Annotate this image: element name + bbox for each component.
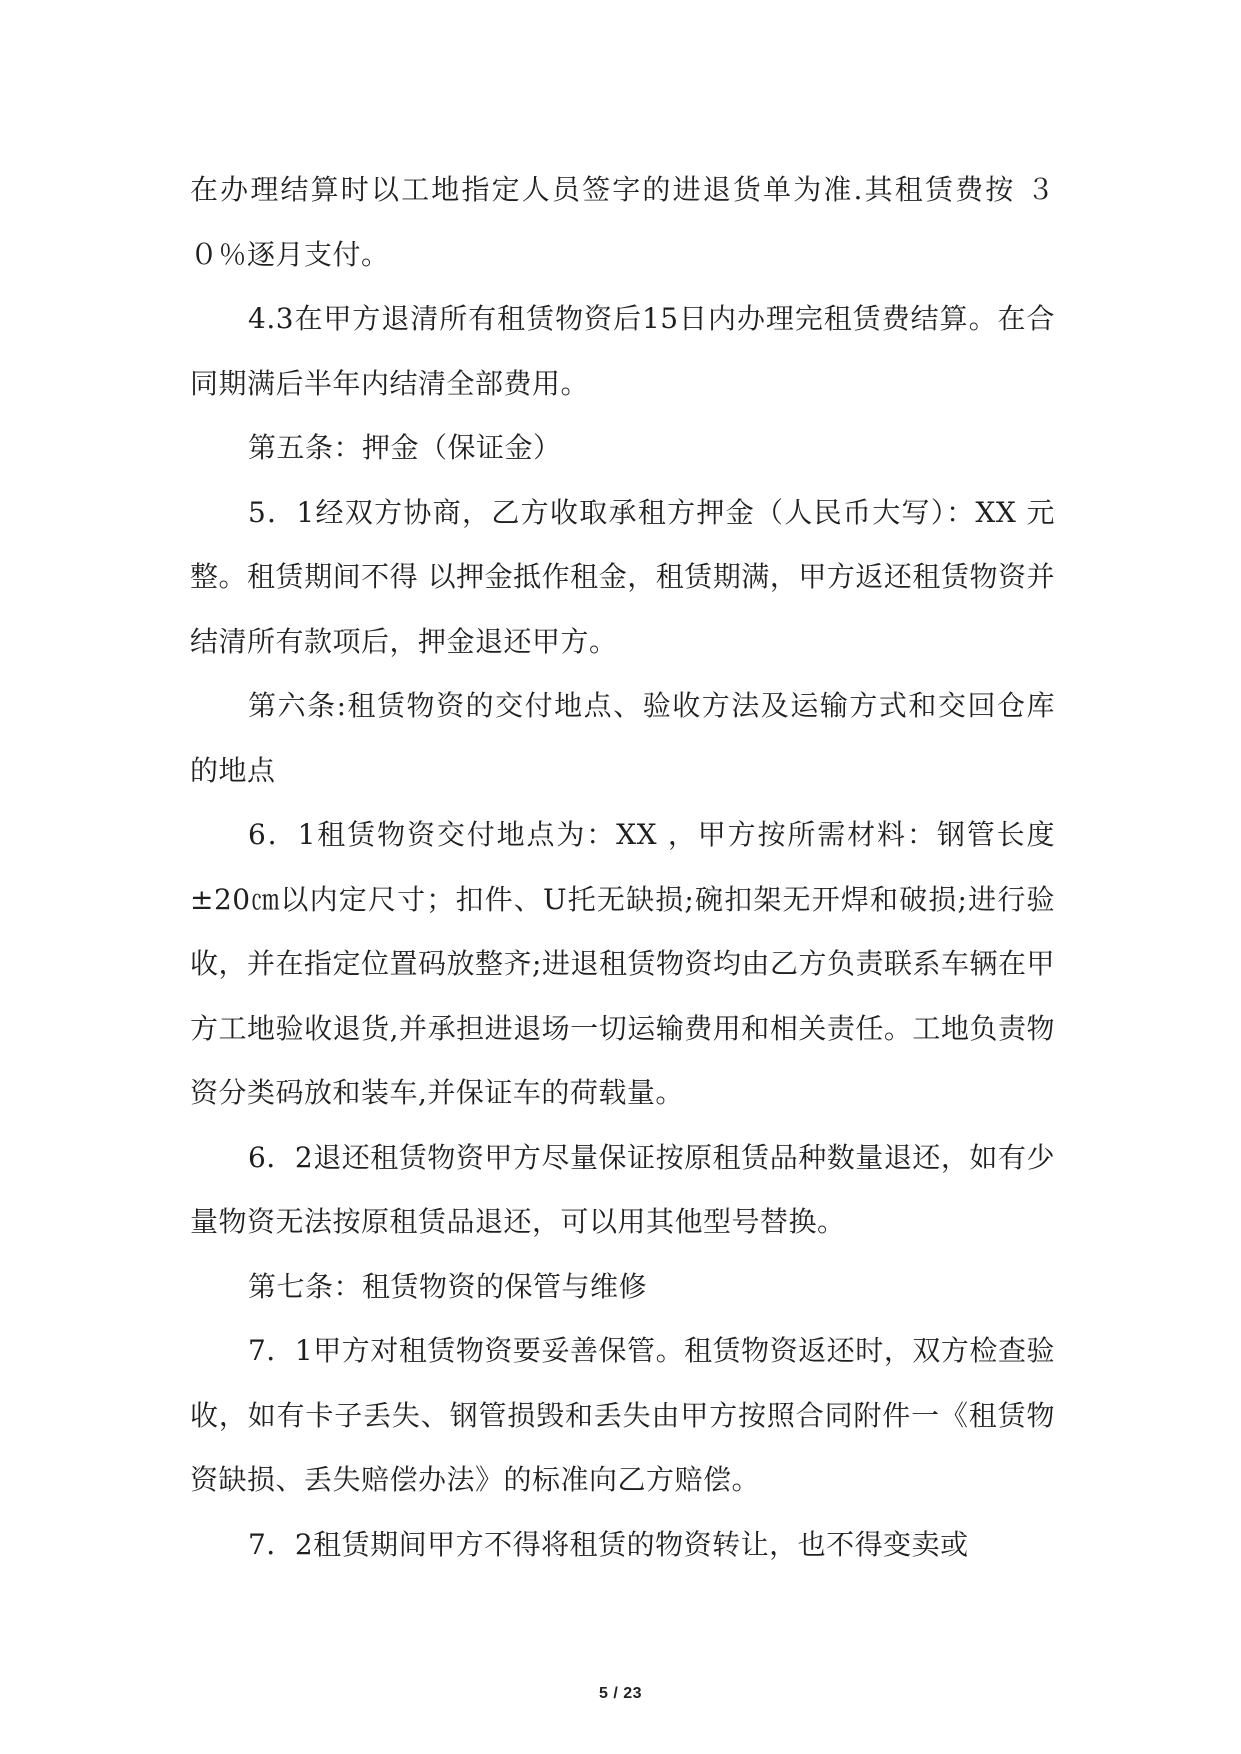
- heading-article-7: 第七条：租赁物资的保管与维修: [248, 1269, 648, 1303]
- paragraph-7-1: 7．1甲方对租赁物资要妥善保管。租赁物资返还时，双方检查验收，如有卡子丢失、钢管损毁和丢失由甲方按照合同附件一《租赁物资缺损、丢失赔偿办法》的标准向乙方赔偿。: [190, 1334, 1055, 1496]
- paragraph-7-2: 7．2租赁期间甲方不得将租赁的物资转让，也不得变卖或: [248, 1527, 969, 1561]
- body-text: [190, 158, 1055, 1577]
- paragraph-6-2: 6．2退还租赁物资甲方尽量保证按原租赁品种数量退还，如有少量物资无法按原租赁品退还，可以用其他型号替换。: [190, 1140, 1055, 1238]
- paragraph-4-3: 4.3在甲方退清所有租赁物资后15日内办理完租赁费结算。在合同期满后半年内结清全部费用。: [190, 302, 1055, 400]
- paragraph-5-1: 5．1经双方协商，乙方收取承租方押金（人民币大写）：XX 元整。租赁期间不得 以押金抵作租金，租赁期满，甲方返还租赁物资并结清所有款项后，押金退还甲方。: [190, 495, 1055, 658]
- paragraph-settlement-basis: 在办理结算时以工地指定人员签字的进退货单为准.其租赁费按 ３０％逐月支付。: [190, 173, 1055, 271]
- paragraph-6-1: 6．1租赁物资交付地点为：XX ，甲方按所需材料：钢管长度±20㎝以内定尺寸；扣件、U托无缺损;碗扣架无开焊和破损;进行验收，并在指定位置码放整齐;进退租赁物资均由乙方负责联系车辆在甲方工地验收退货,并承担进退场一切运输费用和相关责任。工地负责物资分类码放和装车,并保证车的荷载量。: [190, 818, 1055, 1109]
- heading-article-6: 第六条:租赁物资的交付地点、验收方法及运输方式和交回仓库的地点: [190, 689, 1055, 787]
- heading-article-5: 第五条：押金（保证金）: [248, 431, 562, 464]
- page-number: 5 / 23: [598, 1685, 643, 1702]
